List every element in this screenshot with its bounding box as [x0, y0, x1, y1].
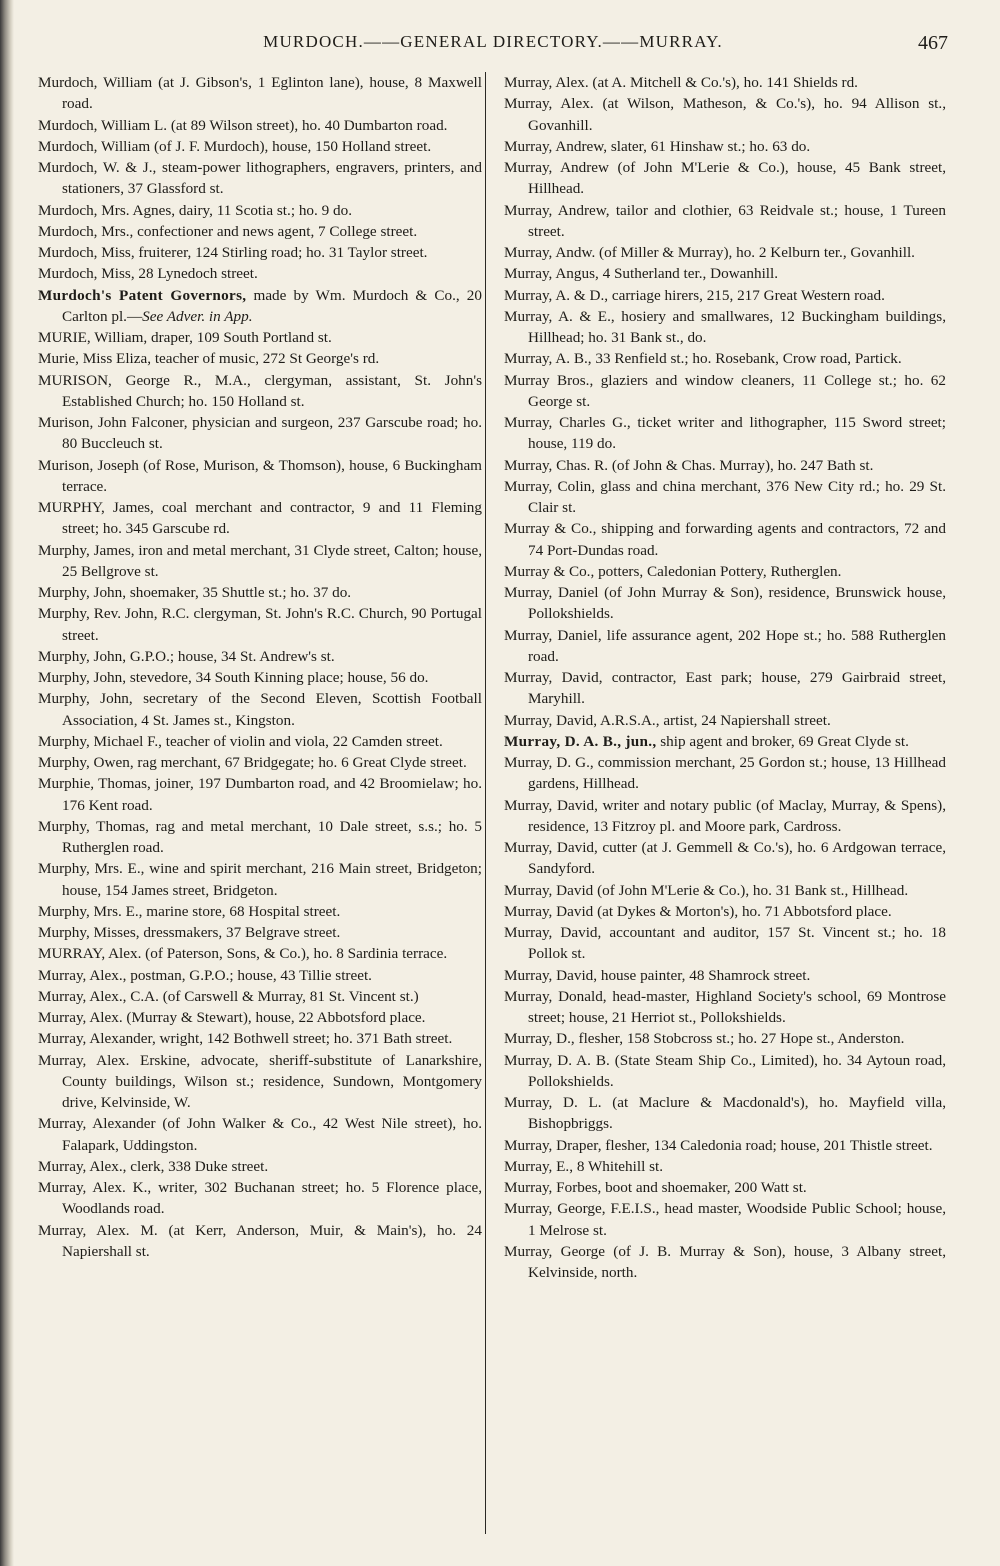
- directory-entry: [38, 1220, 482, 1263]
- entry-text: Murphy, Misses, dressmakers, 37 Belgrave street.: [38, 924, 341, 941]
- directory-entry: [38, 1007, 482, 1028]
- directory-entry: [38, 752, 482, 773]
- directory-entry: [38, 115, 482, 136]
- directory-entry: [504, 370, 946, 413]
- entry-text: Murdoch, W. & J., steam-power lithographers, engravers, printers, and stationers, 37 Glassford st.: [38, 159, 482, 198]
- directory-entry: [504, 1177, 946, 1198]
- entry-reference-italic: See Adver. in App.: [142, 307, 253, 325]
- entry-text: Murray, A. B., 33 Renfield st.; ho. Rosebank, Crow road, Partick.: [504, 350, 902, 368]
- directory-entry: [38, 497, 482, 540]
- directory-entry: [504, 263, 946, 284]
- directory-entry: [504, 922, 946, 965]
- entry-text: Murray, Alex. (at A. Mitchell & Co.'s), ho. 141 Shields rd.: [504, 74, 858, 91]
- entry-text: Murdoch, Mrs. Agnes, dairy, 11 Scotia st.; ho. 9 do.: [38, 201, 352, 219]
- directory-entry: [38, 540, 482, 583]
- directory-entry: [504, 752, 946, 795]
- entry-text: ship agent and broker, 69 Great Clyde st.: [656, 732, 909, 750]
- directory-entry: [38, 370, 482, 413]
- directory-entry: [38, 455, 482, 498]
- entry-name-bold: Murray, D. A. B., jun.,: [504, 732, 657, 750]
- entry-text: Murie, Miss Eliza, teacher of music, 272 St George's rd.: [38, 350, 380, 368]
- directory-entry: [38, 221, 482, 242]
- entry-text: Murray, Alex., clerk, 338 Duke street.: [38, 1157, 269, 1175]
- entry-text: Murray, David, contractor, East park; house, 279 Gairbraid street, Maryhill.: [504, 669, 946, 708]
- entry-text: Murray, A. & E., hosiery and smallwares, 12 Buckingham buildings, Hillhead; ho. 31 Bank st., do.: [504, 307, 946, 346]
- directory-entry: [38, 965, 482, 986]
- directory-entry: [504, 157, 946, 200]
- directory-entry: [38, 285, 482, 328]
- directory-entry: [504, 72, 946, 93]
- directory-entry: [504, 901, 946, 922]
- entry-text: Murray, D. G., commission merchant, 25 Gordon st.; house, 13 Hillhead gardens, Hillhead.: [504, 754, 946, 793]
- directory-entry: [38, 1177, 482, 1220]
- directory-entry: [504, 1198, 946, 1241]
- directory-entry: [504, 1156, 946, 1177]
- directory-entry: [38, 412, 482, 455]
- entry-text: Murray, Andrew, slater, 61 Hinshaw st.; ho. 63 do.: [504, 137, 811, 155]
- entry-text: Murray, Forbes, boot and shoemaker, 200 Watt st.: [504, 1179, 807, 1196]
- directory-entry: [38, 582, 482, 603]
- entry-text: MURPHY, James, coal merchant and contractor, 9 and 11 Fleming street; ho. 345 Garscube rd.: [38, 499, 482, 538]
- directory-entry: [504, 1241, 946, 1284]
- entry-text: Murray, David (of John M'Lerie & Co.), ho. 31 Bank st., Hillhead.: [504, 881, 909, 899]
- entry-text: Murdoch, William (of J. F. Murdoch), house, 150 Holland street.: [38, 137, 432, 155]
- entry-text: Murray, Alex. (Murray & Stewart), house, 22 Abbotsford place.: [38, 1009, 426, 1026]
- entry-text: Murray, George (of J. B. Murray & Son), house, 3 Albany street, Kelvinside, north.: [504, 1242, 946, 1281]
- directory-entry: [38, 646, 482, 667]
- entry-text: Murphy, James, iron and metal merchant, 31 Clyde street, Calton; house, 25 Bellgrove st.: [38, 541, 482, 580]
- entry-text: Murray, George, F.E.I.S., head master, Woodside Public School; house, 1 Melrose st.: [504, 1200, 946, 1239]
- directory-entry: [38, 242, 482, 263]
- entry-text: Murray, Alex., postman, G.P.O.; house, 43 Tillie street.: [38, 966, 372, 984]
- right-column: [504, 72, 946, 1283]
- entry-text: Murray, David, house painter, 48 Shamrock street.: [504, 966, 811, 984]
- entry-text: Murray, Donald, head-master, Highland Society's school, 69 Montrose street; house, 21 Herriot st., Pollokshields.: [504, 987, 946, 1026]
- entry-text: Murdoch, Miss, 28 Lynedoch street.: [38, 265, 258, 283]
- directory-entry: [38, 922, 482, 943]
- directory-entry: [504, 1092, 946, 1135]
- entry-text: Murray, Alex. M. (at Kerr, Anderson, Muir, & Main's), ho. 24 Napiershall st.: [38, 1221, 482, 1260]
- directory-entry: [504, 455, 946, 476]
- directory-entry: [504, 242, 946, 263]
- directory-entry: [504, 136, 946, 157]
- directory-entry: [504, 986, 946, 1029]
- entry-text: Murdoch, Mrs., confectioner and news agent, 7 College street.: [38, 222, 418, 240]
- entry-text: Murphy, Mrs. E., wine and spirit merchant, 216 Main street, Bridgeton; house, 154 James street, Bridgeton.: [38, 860, 482, 899]
- entry-text: Murray, David, accountant and auditor, 157 St. Vincent st.; ho. 18 Pollok st.: [504, 924, 946, 963]
- directory-entry: [504, 1050, 946, 1093]
- directory-entry: [38, 901, 482, 922]
- entry-text: Murphie, Thomas, joiner, 197 Dumbarton road, and 42 Broomielaw; ho. 176 Kent road.: [38, 775, 482, 814]
- running-header: [38, 32, 948, 62]
- entry-text: Murray, Daniel (of John Murray & Son), residence, Brunswick house, Pollokshields.: [504, 584, 946, 623]
- entry-text: Murphy, Mrs. E., marine store, 68 Hospital street.: [38, 902, 341, 920]
- directory-entry: [504, 667, 946, 710]
- directory-entry: [38, 816, 482, 859]
- directory-entry: [38, 667, 482, 688]
- directory-entry: [504, 285, 946, 306]
- directory-entry: [38, 200, 482, 221]
- entry-text: Murray, D. A. B. (State Steam Ship Co., Limited), ho. 34 Aytoun road, Pollokshields.: [504, 1051, 946, 1090]
- entry-text: Murray, Alex., C.A. (of Carswell & Murray, 81 St. Vincent st.): [38, 987, 419, 1005]
- entry-text: Murray Bros., glaziers and window cleaners, 11 College st.; ho. 62 George st.: [504, 371, 946, 410]
- entry-text: Murray, Alexander (of John Walker & Co., 42 West Nile street), ho. Falapark, Uddingston.: [38, 1115, 482, 1154]
- directory-entry: [38, 348, 482, 369]
- entry-text: Murdoch, Miss, fruiterer, 124 Stirling road; ho. 31 Taylor street.: [38, 244, 428, 261]
- entry-text: MURRAY, Alex. (of Paterson, Sons, & Co.), ho. 8 Sardinia terrace.: [38, 945, 448, 963]
- entry-text: Murray, Colin, glass and china merchant, 376 New City rd.; ho. 29 St. Clair st.: [504, 477, 946, 516]
- entry-text: Murray, Angus, 4 Sutherland ter., Dowanhill.: [504, 265, 779, 283]
- entry-text: Murphy, John, G.P.O.; house, 34 St. Andrew's st.: [38, 647, 335, 665]
- entry-text: Murphy, Michael F., teacher of violin and viola, 22 Camden street.: [38, 732, 443, 750]
- directory-entry: [504, 200, 946, 243]
- directory-entry: [38, 157, 482, 200]
- directory-entry: [38, 1113, 482, 1156]
- entry-text: MURIE, William, draper, 109 South Portland st.: [38, 329, 332, 346]
- directory-entry: [504, 880, 946, 901]
- directory-entry: [504, 1135, 946, 1156]
- entry-text: Murison, Joseph (of Rose, Murison, & Thomson), house, 6 Buckingham terrace.: [38, 456, 482, 495]
- directory-entry: [504, 837, 946, 880]
- directory-entry: [38, 773, 482, 816]
- directory-entry: [504, 965, 946, 986]
- directory-entry: [504, 731, 946, 752]
- entry-text: Murray, David, writer and notary public (of Maclay, Murray, & Spens), residence, 13 Fitzroy pl. and Moore park, Cardross.: [504, 796, 946, 835]
- entry-text: Murison, John Falconer, physician and surgeon, 237 Garscube road; ho. 80 Buccleuch st.: [38, 414, 482, 453]
- entry-text: Murray, D. L. (at Maclure & Macdonald's), ho. Mayfield villa, Bishopbriggs.: [504, 1094, 946, 1133]
- directory-entry: [38, 603, 482, 646]
- directory-entry: [504, 412, 946, 455]
- directory-entry: [504, 476, 946, 519]
- directory-entry: [38, 1028, 482, 1049]
- directory-entry: [38, 327, 482, 348]
- entry-text: Murray, Alexander, wright, 142 Bothwell street; ho. 371 Bath street.: [38, 1030, 453, 1048]
- entry-text: Murray, Andw. (of Miller & Murray), ho. 2 Kelburn ter., Govanhill.: [504, 244, 915, 261]
- entry-text: Murray, A. & D., carriage hirers, 215, 217 Great Western road.: [504, 286, 885, 304]
- directory-entry: [504, 561, 946, 582]
- entry-text: Murray & Co., shipping and forwarding agents and contractors, 72 and 74 Port-Dundas road.: [504, 520, 946, 559]
- header-title: MURDOCH.——GENERAL DIRECTORY.——MURRAY.: [263, 32, 723, 51]
- directory-entry: [38, 858, 482, 901]
- entry-text: Murray, Daniel, life assurance agent, 202 Hope st.; ho. 588 Rutherglen road.: [504, 626, 946, 665]
- directory-entry: [38, 688, 482, 731]
- directory-entry: [38, 1156, 482, 1177]
- entry-text: Murray, Alex. K., writer, 302 Buchanan street; ho. 5 Florence place, Woodlands road.: [38, 1179, 482, 1218]
- entry-text: Murray, Alex. (at Wilson, Matheson, & Co.'s), ho. 94 Allison st., Govanhill.: [504, 95, 946, 134]
- entry-text: Murphy, Owen, rag merchant, 67 Bridgegate; ho. 6 Great Clyde street.: [38, 754, 467, 771]
- entry-text: MURISON, George R., M.A., clergyman, assistant, St. John's Established Church; ho. 150 Holland st.: [38, 371, 482, 410]
- entry-text: Murray, Charles G., ticket writer and lithographer, 115 Sword street; house, 119 do.: [504, 414, 946, 453]
- page-gutter-shadow: [0, 0, 14, 1566]
- entry-text: Murphy, Thomas, rag and metal merchant, 10 Dale street, s.s.; ho. 5 Rutherglen road.: [38, 817, 482, 856]
- directory-entry: [504, 348, 946, 369]
- entry-text: made by Wm. Murdoch & Co., 20 Carlton pl.—: [62, 286, 482, 325]
- entry-text: Murdoch, William L. (at 89 Wilson street), ho. 40 Dumbarton road.: [38, 116, 448, 134]
- directory-entry: [504, 306, 946, 349]
- entry-text: Murray & Co., potters, Caledonian Pottery, Rutherglen.: [504, 562, 842, 580]
- directory-entry: [504, 795, 946, 838]
- directory-entry: [504, 1028, 946, 1049]
- directory-entry: [504, 625, 946, 668]
- directory-entry: [38, 1050, 482, 1114]
- entry-text: Murray, Andrew, tailor and clothier, 63 Reidvale st.; house, 1 Tureen street.: [504, 201, 946, 240]
- entry-text: Murphy, John, secretary of the Second Eleven, Scottish Football Association, 4 St. James st., Kingston.: [38, 690, 482, 729]
- directory-entry: [38, 986, 482, 1007]
- directory-entry: [504, 710, 946, 731]
- entry-text: Murray, D., flesher, 158 Stobcross st.; ho. 27 Hope st., Anderston.: [504, 1030, 905, 1048]
- entry-text: Murphy, John, stevedore, 34 South Kinning place; house, 56 do.: [38, 669, 429, 686]
- page-number: 467: [918, 32, 948, 54]
- entry-text: Murray, David, A.R.S.A., artist, 24 Napiershall street.: [504, 711, 831, 729]
- directory-entry: [504, 582, 946, 625]
- entry-text: Murdoch, William (at J. Gibson's, 1 Eglinton lane), house, 8 Maxwell road.: [38, 74, 482, 113]
- entry-text: Murray, E., 8 Whitehill st.: [504, 1157, 664, 1175]
- entry-text: Murphy, Rev. John, R.C. clergyman, St. John's R.C. Church, 90 Portugal street.: [38, 605, 482, 644]
- entry-text: Murray, Chas. R. (of John & Chas. Murray), ho. 247 Bath st.: [504, 456, 874, 474]
- entry-text: Murray, David (at Dykes & Morton's), ho. 71 Abbotsford place.: [504, 902, 892, 920]
- entry-text: Murray, Draper, flesher, 134 Caledonia road; house, 201 Thistle street.: [504, 1136, 933, 1154]
- entry-name-bold: Murdoch's Patent Governors,: [38, 286, 247, 304]
- entry-text: Murray, Alex. Erskine, advocate, sheriff-substitute of Lanarkshire, County buildings, Wilson st.; residence, Sundown, Montgomery drive, Kelvinside, W.: [38, 1051, 482, 1111]
- directory-entry: [38, 731, 482, 752]
- directory-entry: [38, 943, 482, 964]
- directory-entry: [38, 72, 482, 115]
- directory-entry: [504, 93, 946, 136]
- directory-entry: [38, 136, 482, 157]
- entry-text: Murray, David, cutter (at J. Gemmell & Co.'s), ho. 6 Ardgowan terrace, Sandyford.: [504, 839, 946, 878]
- entry-text: Murray, Andrew (of John M'Lerie & Co.), house, 45 Bank street, Hillhead.: [504, 159, 946, 198]
- column-divider: [485, 72, 486, 1534]
- left-column: [38, 72, 482, 1262]
- directory-entry: [504, 518, 946, 561]
- directory-entry: [38, 263, 482, 284]
- entry-text: Murphy, John, shoemaker, 35 Shuttle st.; ho. 37 do.: [38, 584, 352, 601]
